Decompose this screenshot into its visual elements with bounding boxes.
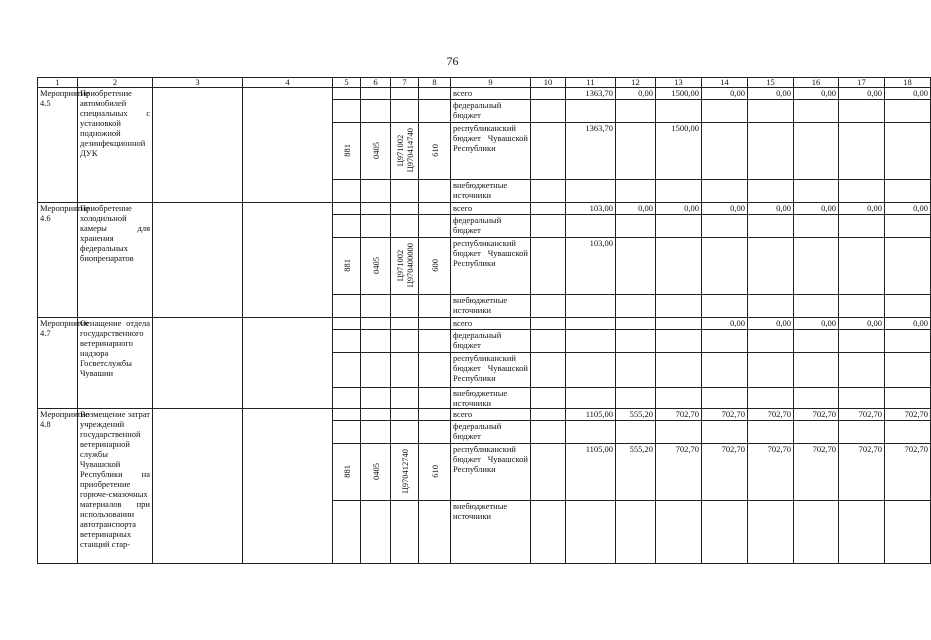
table-row	[38, 409, 931, 421]
classifier-code: 610	[429, 143, 440, 157]
header-cell: 10	[531, 78, 566, 88]
value-cell: 1500,00	[656, 123, 702, 180]
value-cell	[566, 215, 616, 238]
value-cell: 702,70	[794, 409, 839, 421]
measure-name: Возмещение затрат учреждений государственной ветеринарной службы Чувашской Республики на приобретение горюче-смазочных материалов при использовании автотранспорта ветеринарных станций стар-	[78, 409, 153, 564]
funding-source-federal: федеральный бюджет	[451, 330, 531, 353]
classifier-cell	[391, 88, 419, 100]
value-cell	[885, 295, 931, 318]
classifier-cell	[361, 330, 391, 353]
column-3-cell	[153, 318, 243, 409]
measure-code: Мероприятие 4.7	[38, 318, 78, 409]
header-cell: 5	[333, 78, 361, 88]
column-4-cell	[243, 409, 333, 564]
column-10-cell	[531, 318, 566, 330]
value-cell	[656, 180, 702, 203]
header-cell: 6	[361, 78, 391, 88]
header-cell: 1	[38, 78, 78, 88]
value-cell	[656, 100, 702, 123]
classifier-cell	[333, 501, 361, 564]
value-cell: 1500,00	[656, 88, 702, 100]
value-cell	[885, 353, 931, 388]
header-cell: 4	[243, 78, 333, 88]
value-cell: 702,70	[839, 409, 885, 421]
value-cell: 0,00	[702, 88, 748, 100]
value-cell	[794, 353, 839, 388]
value-cell: 0,00	[794, 318, 839, 330]
value-cell	[656, 330, 702, 353]
classifier-cell	[391, 100, 419, 123]
value-cell	[566, 501, 616, 564]
value-cell	[566, 295, 616, 318]
funding-source-total: всего	[451, 409, 531, 421]
classifier-cell	[419, 388, 451, 409]
classifier-cell	[333, 100, 361, 123]
classifier-cell	[391, 215, 419, 238]
value-cell	[794, 421, 839, 444]
column-10-cell	[531, 123, 566, 180]
value-cell	[748, 388, 794, 409]
value-cell	[748, 353, 794, 388]
value-cell: 702,70	[748, 444, 794, 501]
value-cell	[702, 421, 748, 444]
value-cell	[794, 501, 839, 564]
classifier-col7	[391, 444, 419, 501]
classifier-cell	[419, 318, 451, 330]
header-row	[38, 78, 931, 88]
value-cell	[839, 215, 885, 238]
value-cell: 0,00	[794, 203, 839, 215]
value-cell	[885, 388, 931, 409]
column-4-cell	[243, 88, 333, 203]
value-cell	[748, 295, 794, 318]
funding-source-total: всего	[451, 88, 531, 100]
value-cell	[656, 318, 702, 330]
value-cell: 1363,70	[566, 88, 616, 100]
value-cell: 0,00	[616, 88, 656, 100]
classifier-cell	[361, 215, 391, 238]
header-cell: 15	[748, 78, 794, 88]
classifier-cell	[333, 318, 361, 330]
classifier-col8	[419, 353, 451, 388]
value-cell	[702, 215, 748, 238]
column-10-cell	[531, 353, 566, 388]
value-cell	[839, 295, 885, 318]
value-cell	[794, 238, 839, 295]
classifier-col6	[361, 353, 391, 388]
classifier-cell	[361, 388, 391, 409]
column-10-cell	[531, 295, 566, 318]
value-cell	[616, 318, 656, 330]
value-cell: 702,70	[748, 409, 794, 421]
classifier-cell	[361, 295, 391, 318]
value-cell	[885, 100, 931, 123]
value-cell	[839, 100, 885, 123]
funding-source-extra: внебюджетные источники	[451, 501, 531, 564]
classifier-col6	[361, 238, 391, 295]
value-cell	[748, 330, 794, 353]
classifier-code: Ц970412740	[399, 448, 410, 494]
value-cell	[566, 353, 616, 388]
table-row	[38, 203, 931, 215]
value-cell	[702, 388, 748, 409]
classifier-col7	[391, 123, 419, 180]
header-cell: 2	[78, 78, 153, 88]
measure-code: Мероприятие 4.8	[38, 409, 78, 564]
value-cell	[702, 100, 748, 123]
value-cell	[566, 318, 616, 330]
value-cell: 555,20	[616, 444, 656, 501]
classifier-cell	[361, 203, 391, 215]
header-cell: 14	[702, 78, 748, 88]
classifier-cell	[361, 88, 391, 100]
classifier-code: 0405	[370, 141, 381, 159]
classifier-code: 881	[341, 143, 352, 157]
budget-table	[37, 77, 931, 564]
classifier-cell	[391, 421, 419, 444]
column-10-cell	[531, 100, 566, 123]
value-cell: 1105,00	[566, 444, 616, 501]
column-3-cell	[153, 203, 243, 318]
value-cell	[656, 215, 702, 238]
value-cell: 702,70	[885, 409, 931, 421]
value-cell	[748, 123, 794, 180]
value-cell	[656, 421, 702, 444]
value-cell	[702, 238, 748, 295]
value-cell: 0,00	[748, 203, 794, 215]
value-cell	[656, 501, 702, 564]
classifier-code: 600	[429, 258, 440, 272]
value-cell	[616, 238, 656, 295]
value-cell: 555,20	[616, 409, 656, 421]
classifier-code: 0405	[370, 462, 381, 480]
classifier-cell	[391, 318, 419, 330]
value-cell: 702,70	[656, 444, 702, 501]
value-cell	[702, 330, 748, 353]
column-10-cell	[531, 203, 566, 215]
value-cell: 0,00	[748, 88, 794, 100]
header-cell: 8	[419, 78, 451, 88]
value-cell	[885, 330, 931, 353]
value-cell: 0,00	[702, 318, 748, 330]
column-10-cell	[531, 421, 566, 444]
value-cell	[794, 388, 839, 409]
value-cell: 0,00	[839, 203, 885, 215]
page-number: 76	[446, 54, 459, 68]
header-cell: 11	[566, 78, 616, 88]
column-10-cell	[531, 180, 566, 203]
value-cell	[616, 295, 656, 318]
value-cell: 702,70	[702, 444, 748, 501]
classifier-col8	[419, 238, 451, 295]
value-cell	[656, 388, 702, 409]
classifier-cell	[419, 100, 451, 123]
column-4-cell	[243, 203, 333, 318]
table-body	[38, 78, 931, 564]
value-cell	[616, 180, 656, 203]
classifier-cell	[361, 421, 391, 444]
value-cell: 0,00	[656, 203, 702, 215]
value-cell: 0,00	[885, 318, 931, 330]
column-10-cell	[531, 238, 566, 295]
header-cell: 13	[656, 78, 702, 88]
value-cell	[794, 215, 839, 238]
header-cell: 12	[616, 78, 656, 88]
classifier-cell	[361, 318, 391, 330]
value-cell	[839, 421, 885, 444]
column-10-cell	[531, 330, 566, 353]
value-cell	[748, 421, 794, 444]
classifier-col7	[391, 353, 419, 388]
value-cell	[616, 330, 656, 353]
header-cell: 18	[885, 78, 931, 88]
classifier-cell	[333, 409, 361, 421]
value-cell	[839, 238, 885, 295]
value-cell	[885, 501, 931, 564]
classifier-col8	[419, 123, 451, 180]
value-cell	[839, 353, 885, 388]
classifier-code: Ц971002 Ц970414740	[394, 127, 415, 173]
value-cell: 1363,70	[566, 123, 616, 180]
classifier-cell	[419, 295, 451, 318]
classifier-cell	[333, 295, 361, 318]
classifier-cell	[333, 330, 361, 353]
classifier-code: 881	[341, 464, 352, 478]
funding-source-extra: внебюджетные источники	[451, 295, 531, 318]
column-4-cell	[243, 318, 333, 409]
classifier-cell	[419, 421, 451, 444]
funding-source-republic: республиканский бюджет Чувашской Республики	[451, 238, 531, 295]
column-10-cell	[531, 215, 566, 238]
value-cell	[748, 215, 794, 238]
classifier-cell	[361, 180, 391, 203]
classifier-col8	[419, 444, 451, 501]
value-cell: 0,00	[616, 203, 656, 215]
value-cell: 1105,00	[566, 409, 616, 421]
value-cell	[748, 180, 794, 203]
value-cell	[566, 330, 616, 353]
value-cell: 702,70	[885, 444, 931, 501]
classifier-cell	[361, 501, 391, 564]
funding-source-extra: внебюджетные источники	[451, 388, 531, 409]
classifier-col5	[333, 238, 361, 295]
value-cell	[794, 295, 839, 318]
classifier-cell	[419, 330, 451, 353]
header-cell: 7	[391, 78, 419, 88]
column-3-cell	[153, 88, 243, 203]
value-cell	[748, 238, 794, 295]
classifier-code: 0405	[370, 256, 381, 274]
funding-source-federal: федеральный бюджет	[451, 100, 531, 123]
classifier-col5	[333, 353, 361, 388]
value-cell	[616, 353, 656, 388]
classifier-cell	[361, 409, 391, 421]
value-cell: 103,00	[566, 238, 616, 295]
value-cell: 103,00	[566, 203, 616, 215]
value-cell: 702,70	[839, 444, 885, 501]
value-cell	[794, 180, 839, 203]
classifier-cell	[361, 100, 391, 123]
value-cell: 0,00	[702, 203, 748, 215]
table-row	[38, 318, 931, 330]
measure-code: Мероприятие 4.5	[38, 88, 78, 203]
value-cell	[616, 100, 656, 123]
value-cell	[839, 180, 885, 203]
value-cell	[794, 330, 839, 353]
classifier-cell	[391, 180, 419, 203]
value-cell	[566, 421, 616, 444]
value-cell	[616, 501, 656, 564]
classifier-cell	[333, 421, 361, 444]
value-cell	[885, 180, 931, 203]
value-cell	[616, 123, 656, 180]
classifier-cell	[419, 203, 451, 215]
column-3-cell	[153, 409, 243, 564]
value-cell	[748, 100, 794, 123]
classifier-cell	[419, 501, 451, 564]
value-cell	[885, 215, 931, 238]
measure-name: Приобретение холодильной камеры для хранения федеральных биопрепаратов	[78, 203, 153, 318]
classifier-cell	[419, 215, 451, 238]
classifier-cell	[391, 330, 419, 353]
value-cell	[566, 100, 616, 123]
column-10-cell	[531, 388, 566, 409]
classifier-cell	[391, 501, 419, 564]
value-cell: 0,00	[839, 318, 885, 330]
value-cell	[566, 180, 616, 203]
header-cell: 17	[839, 78, 885, 88]
value-cell: 702,70	[794, 444, 839, 501]
value-cell	[702, 180, 748, 203]
value-cell: 702,70	[702, 409, 748, 421]
value-cell	[656, 238, 702, 295]
value-cell	[839, 388, 885, 409]
funding-source-federal: федеральный бюджет	[451, 421, 531, 444]
funding-source-federal: федеральный бюджет	[451, 215, 531, 238]
value-cell: 702,70	[656, 409, 702, 421]
measure-name: Приобретение автомобилей специальных с установкой подножной дезинфекционной ДУК	[78, 88, 153, 203]
classifier-cell	[333, 388, 361, 409]
value-cell	[885, 421, 931, 444]
classifier-cell	[333, 215, 361, 238]
value-cell	[702, 295, 748, 318]
value-cell	[566, 388, 616, 409]
measure-code: Мероприятие 4.6	[38, 203, 78, 318]
classifier-cell	[391, 295, 419, 318]
value-cell	[702, 123, 748, 180]
value-cell	[656, 353, 702, 388]
value-cell	[839, 123, 885, 180]
classifier-col5	[333, 444, 361, 501]
table-row	[38, 88, 931, 100]
classifier-code: 881	[341, 258, 352, 272]
classifier-col6	[361, 123, 391, 180]
value-cell	[748, 501, 794, 564]
header-cell: 9	[451, 78, 531, 88]
classifier-cell	[333, 203, 361, 215]
value-cell: 0,00	[839, 88, 885, 100]
funding-source-republic: республиканский бюджет Чувашской Республики	[451, 444, 531, 501]
classifier-cell	[333, 180, 361, 203]
classifier-col5	[333, 123, 361, 180]
value-cell	[839, 330, 885, 353]
classifier-cell	[419, 409, 451, 421]
classifier-cell	[391, 203, 419, 215]
funding-source-extra: внебюджетные источники	[451, 180, 531, 203]
funding-source-republic: республиканский бюджет Чувашской Республики	[451, 123, 531, 180]
classifier-cell	[391, 409, 419, 421]
value-cell	[656, 295, 702, 318]
value-cell	[839, 501, 885, 564]
value-cell: 0,00	[885, 203, 931, 215]
funding-source-total: всего	[451, 318, 531, 330]
header-cell: 16	[794, 78, 839, 88]
value-cell	[616, 215, 656, 238]
classifier-code: 610	[429, 464, 440, 478]
value-cell	[702, 353, 748, 388]
value-cell: 0,00	[794, 88, 839, 100]
value-cell	[702, 501, 748, 564]
column-10-cell	[531, 501, 566, 564]
value-cell: 0,00	[885, 88, 931, 100]
value-cell	[885, 123, 931, 180]
header-cell: 3	[153, 78, 243, 88]
value-cell	[794, 100, 839, 123]
value-cell: 0,00	[748, 318, 794, 330]
classifier-cell	[391, 388, 419, 409]
value-cell	[616, 388, 656, 409]
classifier-col7	[391, 238, 419, 295]
funding-source-republic: республиканский бюджет Чувашской Республики	[451, 353, 531, 388]
classifier-cell	[419, 180, 451, 203]
classifier-cell	[333, 88, 361, 100]
column-10-cell	[531, 88, 566, 100]
classifier-col6	[361, 444, 391, 501]
measure-name: Оснащение отдела государственного ветеринарного надзора Госветслужбы Чувашии	[78, 318, 153, 409]
column-10-cell	[531, 444, 566, 501]
value-cell	[616, 421, 656, 444]
value-cell	[794, 123, 839, 180]
classifier-cell	[419, 88, 451, 100]
funding-source-total: всего	[451, 203, 531, 215]
classifier-code: Ц971002 Ц970400000	[394, 242, 415, 288]
value-cell	[885, 238, 931, 295]
column-10-cell	[531, 409, 566, 421]
